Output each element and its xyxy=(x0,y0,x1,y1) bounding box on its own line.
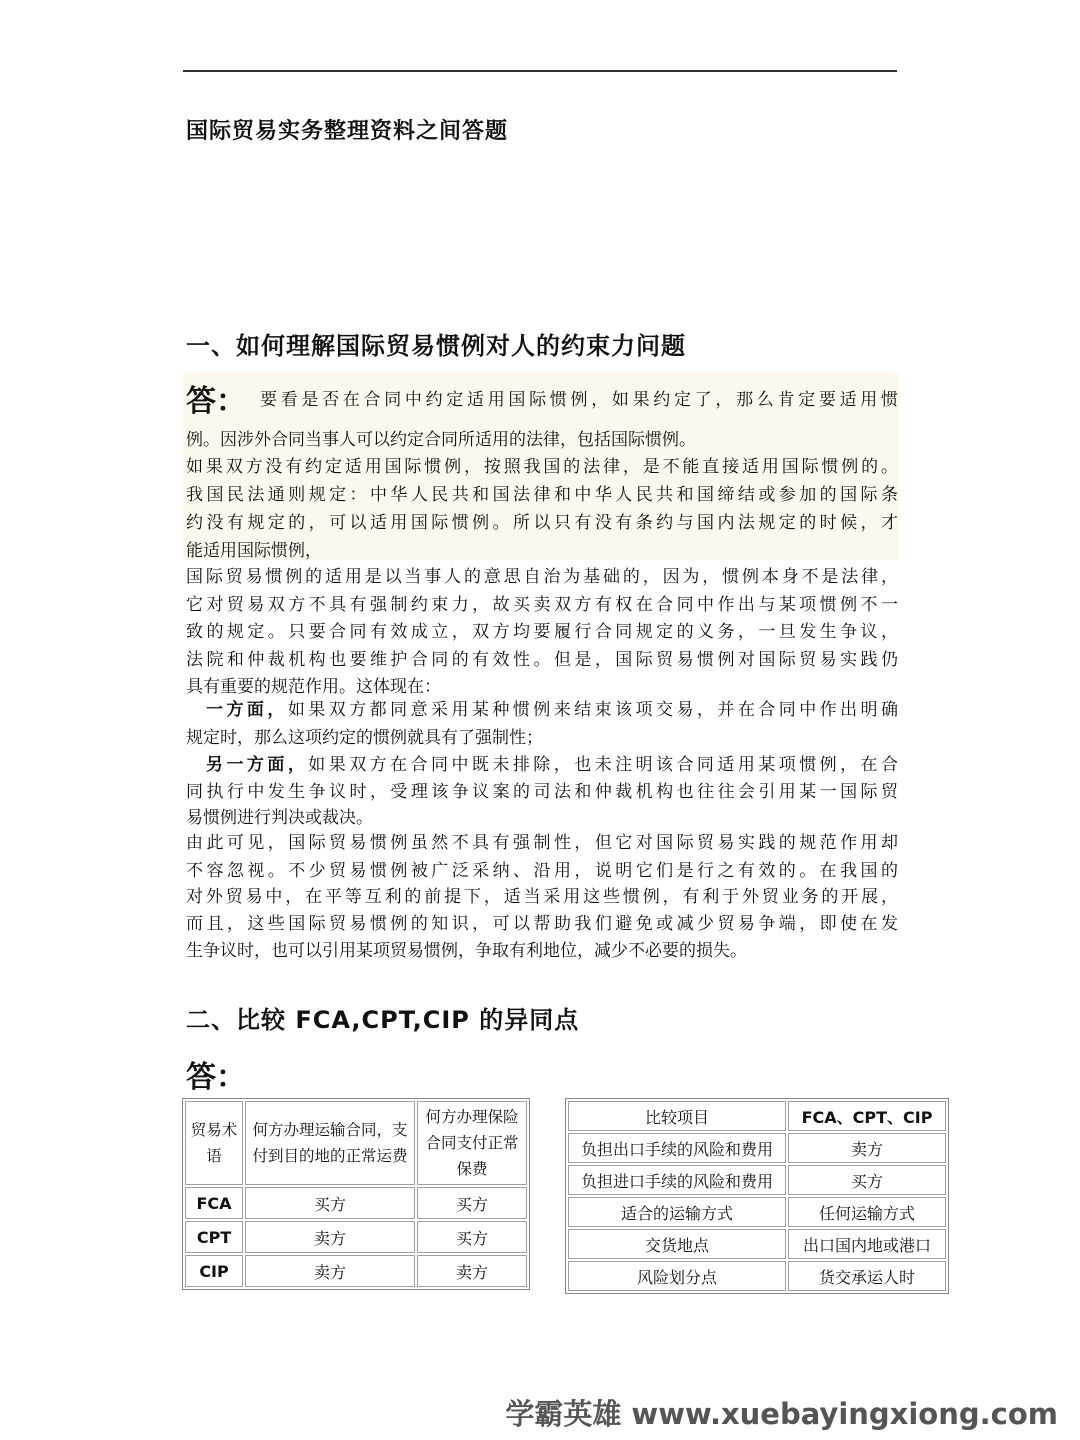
header-cell-item: 比较项目 xyxy=(568,1101,786,1131)
paragraph-line-text: 如果双方都同意采用某种惯例来结束该项交易，并在合同中作出明确 xyxy=(287,700,899,720)
value-cell: 任何运输方式 xyxy=(788,1197,946,1227)
item-cell: 交货地点 xyxy=(568,1229,786,1259)
header-cell-value: FCA、CPT、CIP xyxy=(788,1101,946,1131)
table-header-row xyxy=(185,1101,527,1185)
paragraph-line xyxy=(206,755,898,775)
paragraph-line: 要看是否在合同中约定适用国际惯例，如果约定了，那么肯定要适用惯 xyxy=(260,390,898,410)
paragraph-line: 它对贸易双方不具有强制约束力，故买卖双方有权在合同中作出与某项惯例不一 xyxy=(186,595,898,615)
item-cell: 风险划分点 xyxy=(568,1261,786,1291)
table-row xyxy=(568,1165,946,1195)
transport-cell: 买方 xyxy=(245,1187,415,1219)
table-row xyxy=(568,1197,946,1227)
term-cell: CPT xyxy=(185,1221,243,1253)
paragraph-line: 法院和仲裁机构也要维护合同的有效性。但是，国际贸易惯例对国际贸易实践仍 xyxy=(186,650,898,670)
paragraph-line: 生争议时，也可以引用某项贸易惯例，争取有利地位，减少不必要的损失。 xyxy=(186,941,747,961)
table-row xyxy=(185,1187,527,1219)
table-row xyxy=(568,1133,946,1163)
comparison-table xyxy=(565,1098,949,1294)
header-cell-transport: 何方办理运输合同，支付到目的地的正常运费 xyxy=(245,1101,415,1185)
header-cell-insurance: 何方办理保险合同支付正常保费 xyxy=(417,1101,527,1185)
emphasis-other-aspect: 另一方面， xyxy=(206,755,309,775)
value-cell: 货交承运人时 xyxy=(788,1261,946,1291)
table-row xyxy=(568,1261,946,1291)
insurance-cell: 买方 xyxy=(417,1187,527,1219)
paragraph-line: 我国民法通则规定：中华人民共和国法律和中华人民共和国缔结或参加的国际条 xyxy=(186,485,898,505)
trade-terms-table xyxy=(182,1098,530,1290)
value-cell: 卖方 xyxy=(788,1133,946,1163)
paragraph-line: 不容忽视。不少贸易惯例被广泛采纳、沿用，说明它们是行之有效的。在我国的 xyxy=(186,861,898,881)
paragraph-line: 由此可见，国际贸易惯例虽然不具有强制性，但它对国际贸易实践的规范作用却 xyxy=(186,833,898,853)
term-cell: FCA xyxy=(185,1187,243,1219)
item-cell: 负担出口手续的风险和费用 xyxy=(568,1133,786,1163)
term-cell: CIP xyxy=(185,1255,243,1287)
header-rule xyxy=(183,70,897,72)
table-row xyxy=(568,1229,946,1259)
section-2-answer-mark: 答： xyxy=(186,1060,246,1095)
site-watermark: 学霸英雄 www.xuebayingxiong.com xyxy=(505,1397,1058,1431)
emphasis-first-aspect: 一方面， xyxy=(206,700,288,720)
paragraph-line: 致的规定。只要合同有效成立，双方均要履行合同规定的义务，一旦发生争议， xyxy=(186,622,898,642)
table-header-row xyxy=(568,1101,946,1131)
item-cell: 适合的运输方式 xyxy=(568,1197,786,1227)
transport-cell: 卖方 xyxy=(245,1221,415,1253)
paragraph-line: 能适用国际惯例， xyxy=(186,541,322,561)
paragraph-line: 国际贸易惯例的适用是以当事人的意思自治为基础的，因为，惯例本身不是法律， xyxy=(186,567,898,587)
transport-cell: 卖方 xyxy=(245,1255,415,1287)
insurance-cell: 卖方 xyxy=(417,1255,527,1287)
paragraph-line: 约没有规定的，可以适用国际惯例。所以只有没有条约与国内法规定的时候，才 xyxy=(186,513,898,533)
section-1-answer-mark: 答： xyxy=(186,384,246,419)
document-title: 国际贸易实务整理资料之间答题 xyxy=(186,119,509,144)
value-cell: 出口国内地或港口 xyxy=(788,1229,946,1259)
paragraph-line: 具有重要的规范作用。这体现在： xyxy=(186,677,441,697)
paragraph-line: 同执行中发生争议时，受理该争议案的司法和仲裁机构也往往会引用某一国际贸 xyxy=(186,782,898,802)
paragraph-line: 对外贸易中，在平等互利的前提下，适当采用这些惯例，有利于外贸业务的开展， xyxy=(186,887,898,907)
table-row xyxy=(185,1255,527,1287)
header-cell-term: 贸易术语 xyxy=(185,1101,243,1185)
paragraph-line: 易惯例进行判决或裁决。 xyxy=(186,808,373,828)
paragraph-line: 而且，这些国际贸易惯例的知识，可以帮助我们避免或减少贸易争端，即使在发 xyxy=(186,914,898,934)
table-row xyxy=(185,1221,527,1253)
section-2-heading: 二、比较 FCA,CPT,CIP 的异同点 xyxy=(186,1006,580,1034)
paragraph-line: 例。因涉外合同当事人可以约定合同所适用的法律，包括国际惯例。 xyxy=(186,430,696,450)
insurance-cell: 买方 xyxy=(417,1221,527,1253)
value-cell: 买方 xyxy=(788,1165,946,1195)
paragraph-line: 如果双方没有约定适用国际惯例，按照我国的法律，是不能直接适用国际惯例的。 xyxy=(186,457,898,477)
item-cell: 负担进口手续的风险和费用 xyxy=(568,1165,786,1195)
section-1-heading: 一、如何理解国际贸易惯例对人的约束力问题 xyxy=(186,332,686,360)
paragraph-line-text: 如果双方在合同中既未排除，也未注明该合同适用某项惯例，在合 xyxy=(308,755,899,775)
paragraph-line: 规定时，那么这项约定的惯例就具有了强制性； xyxy=(186,728,543,748)
paragraph-line xyxy=(206,700,898,720)
